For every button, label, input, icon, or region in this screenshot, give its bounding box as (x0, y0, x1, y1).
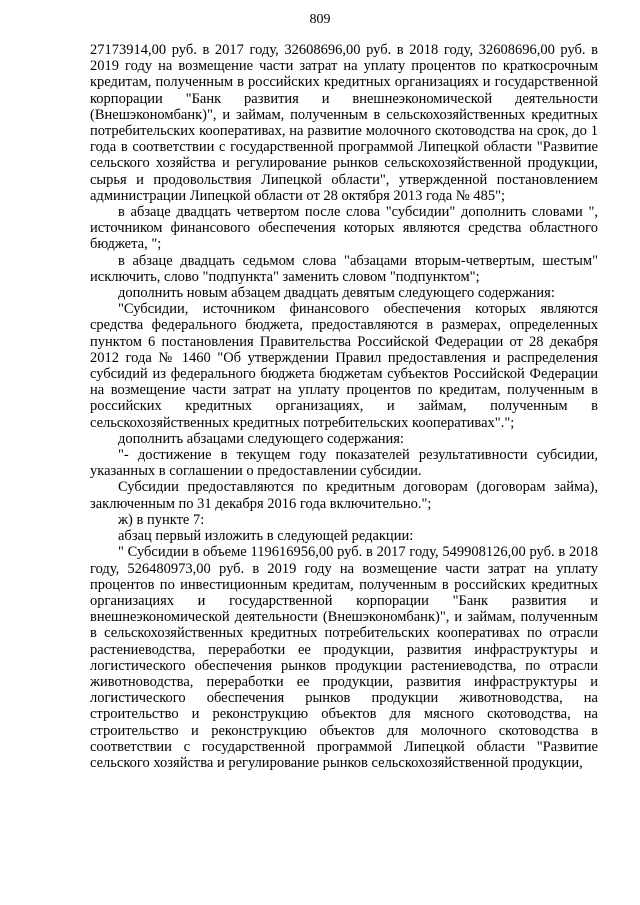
paragraph-10: абзац первый изложить в следующей редакции: (118, 528, 414, 545)
paragraph-7: "- достижение в текущем году показателей результативности субсидии, указанных в соглашении о предоставлении субсидии. (90, 447, 598, 480)
paragraph-2: в абзаце двадцать четвертом после слова "субсидии" дополнить словами ", источником финансового обеспечения которых являются средства областного бюджета, "; (90, 204, 598, 253)
paragraph-5: "Субсидии, источником финансового обеспечения которых являются средства федерального бюджета, предоставляются в размерах, определенных пунктом 6 постановления Правительства Российской Федерации от 28 декабря 2012 года № 1460 "Об утверждении Правил предоставления и распределения субсидий из федерального бюджета бюджетам субъектов Российской Федерации на возмещение части затрат на уплату процентов по кредитам, полученным в российских кредитных организациях, и займам, полученным в сельскохозяйственных кредитных потребительских кооперативах"."; (90, 301, 598, 431)
paragraph-3: в абзаце двадцать седьмом слова "абзацами вторым-четвертым, шестым" исключить, слово "подпункта" заменить словом "подпунктом"; (90, 252, 598, 285)
page-number: 809 (309, 12, 331, 27)
paragraph-4: дополнить новым абзацем двадцать девятым следующего содержания: (118, 285, 555, 302)
paragraph-6: дополнить абзацами следующего содержания: (118, 430, 404, 447)
paragraph-8: Субсидии предоставляются по кредитным договорам (договорам займа), заключенным по 31 декабря 2016 года включительно."; (90, 479, 598, 512)
paragraph-11: " Субсидии в объеме 119616956,00 руб. в 2017 году, 549908126,00 руб. в 2018 году, 526480973,00 руб. в 2019 году на возмещение части затрат на уплату процентов по инвестиционным кредитам, полученным в российских кредитных организациях и государственной корпорации "Банк развития и внешнеэкономической деятельности (Внешэкономбанк)", и займам, полученным в сельскохозяйственных кредитных потребительских кооперативах по отрасли растениеводства, переработки ее продукции, развития инфраструктуры и логистического обеспечения рынков продукции растениеводства, по отрасли животноводства, переработки ее продукции, развития инфраструктуры и логистического обеспечения рынков продукции животноводства, на строительство и реконструкцию объектов для мясного скотоводства, на строительство и реконструкцию объектов для молочного скотоводства в соответствии с государственной программой Липецкой области "Развитие сельского хозяйства и регулирование рынков сельскохозяйственной продукции, (90, 544, 598, 771)
paragraph-1: 27173914,00 руб. в 2017 году, 32608696,00 руб. в 2018 году, 32608696,00 руб. в 2019 году на возмещение части затрат на уплату процентов по краткосрочным кредитам, полученным в российских кредитных организациях и государственной корпорации "Банк развития и внешнеэкономической деятельности (Внешэкономбанк)", и займам, полученным в сельскохозяйственных кредитных потребительских кооперативах, на развитие молочного скотоводства на срок, до 1 года в соответствии с государственной программой Липецкой области "Развитие сельского хозяйства и регулирование рынков сельскохозяйственной продукции, сырья и продовольствия Липецкой области", утвержденной постановлением администрации Липецкой области от 28 октября 2013 года № 485"; (90, 42, 598, 204)
paragraph-9: ж) в пункте 7: (118, 511, 205, 528)
document-body (90, 42, 598, 771)
